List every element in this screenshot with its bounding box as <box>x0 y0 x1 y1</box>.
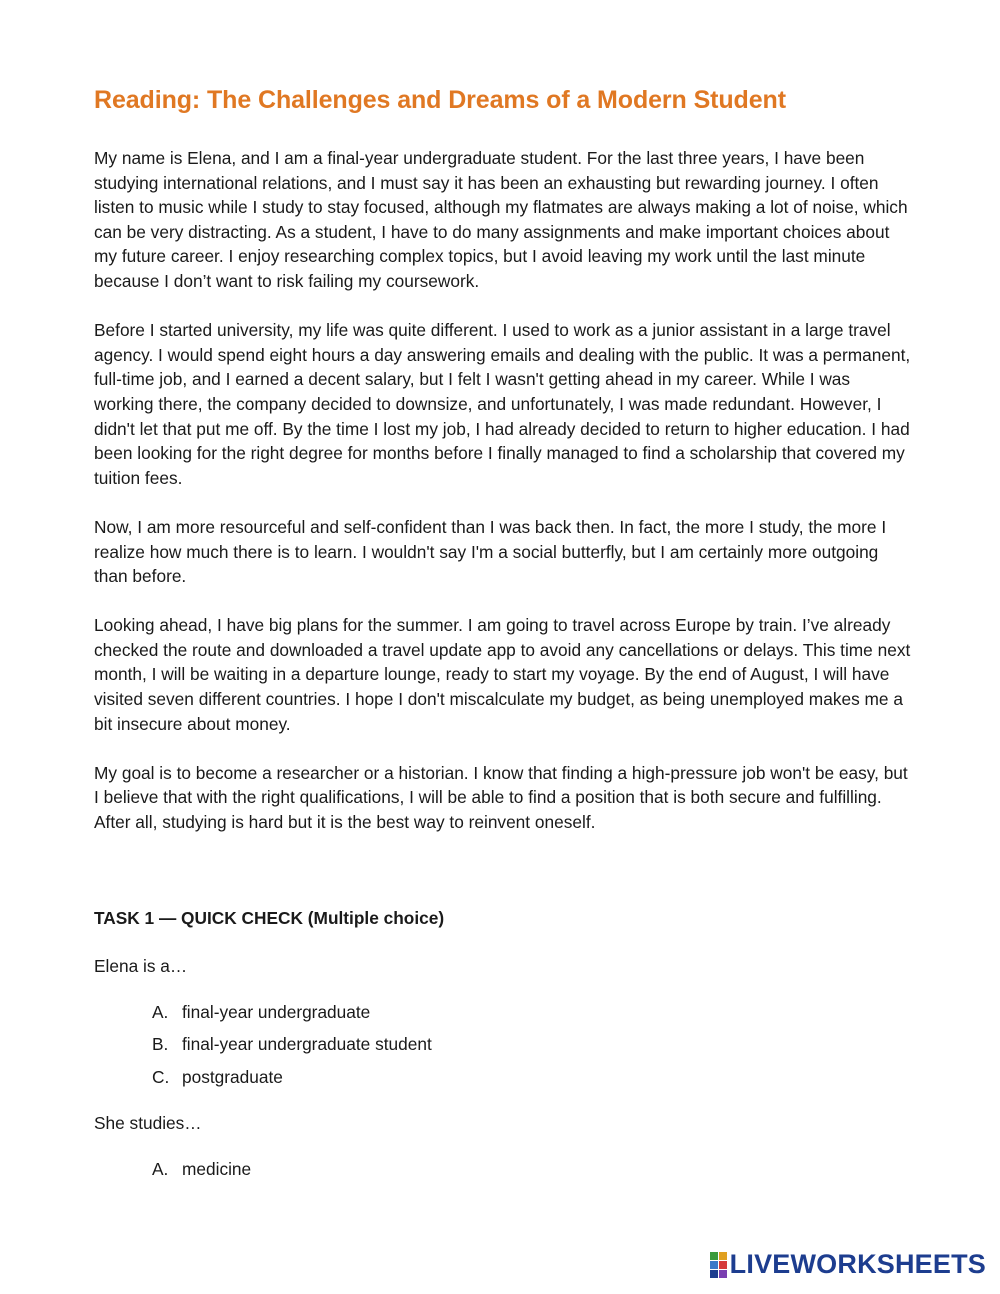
option-text: final-year undergraduate <box>182 1001 371 1022</box>
task-heading: TASK 1 — QUICK CHECK (Multiple choice) <box>94 907 445 928</box>
logo-text: LIVEWORKSHEETS <box>729 1249 986 1279</box>
option-text: postgraduate <box>182 1066 283 1087</box>
option-letter: A. <box>152 1158 169 1179</box>
option-letter: C. <box>152 1066 170 1087</box>
question-1-prompt: Elena is a… <box>94 955 188 976</box>
paragraph-5: My goal is to become a researcher or a historian. I know that finding a high-pressure job won't be easy, but I believe that with the right qualifications, I will be able to find a position that is both secure and fulfilling. After all, studying is hard but it is the best way to reinvent oneself. <box>94 762 908 833</box>
option-text: final-year undergraduate student <box>182 1034 432 1055</box>
question-2-prompt: She studies… <box>94 1112 202 1133</box>
option-2a[interactable] <box>152 1157 914 1181</box>
worksheet-page <box>94 84 914 1203</box>
paragraph-1: My name is Elena, and I am a final-year undergraduate student. For the last three years, I have been studying international relations, and I must say it has been an exhausting but rewarding journey. I often listen to music while I study to stay focused, although my flatmates are always making a lot of noise, which can be very distracting. As a student, I have to do many assignments and make important choices about my future career. I enjoy researching complex topics, but I avoid leaving my work until the last minute because I don’t want to risk failing my coursework. <box>94 148 908 291</box>
option-letter: A. <box>152 1001 169 1022</box>
page-title: Reading: The Challenges and Dreams of a Modern Student <box>94 86 786 114</box>
option-1c[interactable] <box>152 1065 914 1089</box>
logo-icon <box>710 1252 727 1278</box>
paragraph-2: Before I started university, my life was quite different. I used to work as a junior assistant in a large travel agency. I would spend eight hours a day answering emails and dealing with the public. It was a permanent, full-time job, and I earned a decent salary, but I felt I wasn't getting ahead in my career. While I was working there, the company decided to downsize, and unfortunately, I was made redundant. However, I didn't let that put me off. By the time I lost my job, I had already decided to return to higher education. I had been looking for the right degree for months before I finally managed to find a scholarship that covered my tuition fees. <box>94 320 911 488</box>
question-1-options <box>152 1000 914 1089</box>
paragraph-4: Looking ahead, I have big plans for the summer. I am going to travel across Europe by train. I’ve already checked the route and downloaded a travel update app to avoid any cancellations or delays. This time next month, I will be waiting in a departure lounge, ready to start my voyage. By the end of August, I will have visited seven different countries. I hope I don't miscalculate my budget, as being unemployed makes me a bit insecure about money. <box>94 615 911 734</box>
option-1b[interactable] <box>152 1032 914 1056</box>
option-1a[interactable] <box>152 1000 914 1024</box>
liveworksheets-logo <box>710 1249 986 1280</box>
paragraph-3: Now, I am more resourceful and self-confident than I was back then. In fact, the more I study, the more I realize how much there is to learn. I wouldn't say I'm a social butterfly, but I am certainly more outgoing than before. <box>94 516 887 587</box>
option-letter: B. <box>152 1034 169 1055</box>
option-text: medicine <box>182 1158 252 1179</box>
question-2-options <box>152 1157 914 1181</box>
